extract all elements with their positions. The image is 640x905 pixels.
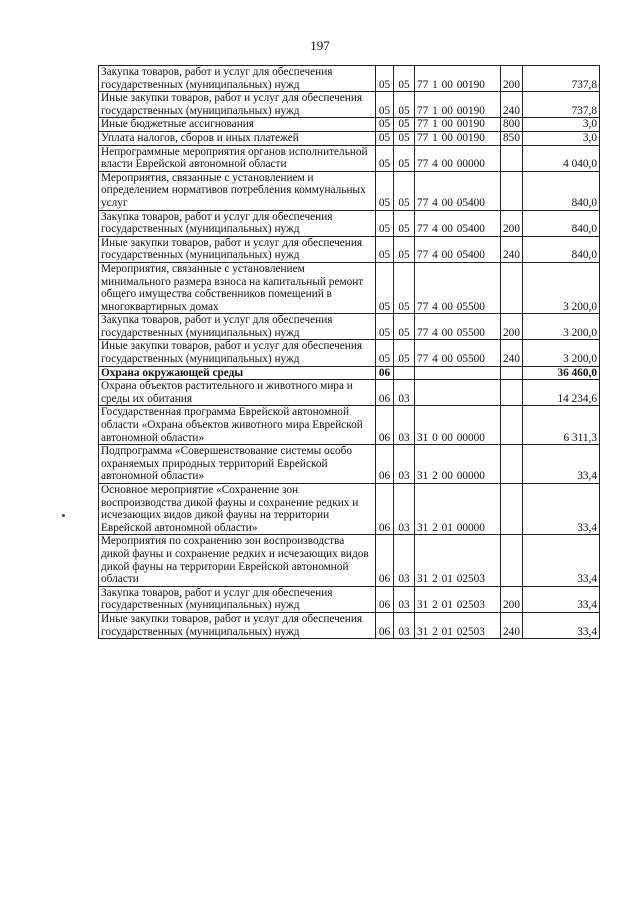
expense-type-code: 240 — [501, 612, 523, 638]
expense-type-code: 850 — [501, 131, 523, 145]
expense-type-code — [501, 262, 523, 313]
expense-type-code — [501, 535, 523, 586]
section-code: 06 — [376, 586, 394, 612]
amount: 14 234,6 — [523, 380, 600, 406]
target-article-code: 77 4 00 05400 — [415, 236, 501, 262]
section-code: 05 — [376, 210, 394, 236]
expense-type-code: 200 — [501, 586, 523, 612]
table-row — [99, 92, 600, 118]
subsection-code: 03 — [394, 612, 415, 638]
expense-type-code: 200 — [501, 66, 523, 92]
amount: 3,0 — [523, 131, 600, 145]
amount: 33,4 — [523, 586, 600, 612]
target-article-code — [415, 366, 501, 380]
target-article-code: 77 4 00 00000 — [415, 145, 501, 171]
table-row — [99, 406, 600, 445]
table-row — [99, 236, 600, 262]
amount: 33,4 — [523, 445, 600, 484]
budget-item-name: Иные закупки товаров, работ и услуг для обеспечения государственных (муниципальных) нужд — [99, 92, 376, 118]
table-row — [99, 340, 600, 366]
subsection-code: 05 — [394, 314, 415, 340]
budget-item-name: Иные закупки товаров, работ и услуг для обеспечения государственных (муниципальных) нужд — [99, 236, 376, 262]
target-article-code: 31 0 00 00000 — [415, 406, 501, 445]
table-row — [99, 366, 600, 380]
subsection-code: 05 — [394, 210, 415, 236]
subsection-code: 05 — [394, 118, 415, 132]
budget-item-name: Подпрограмма «Совершенствование системы особо охраняемых природных территорий Еврейской автономной области» — [99, 445, 376, 484]
amount: 840,0 — [523, 236, 600, 262]
subsection-code: 05 — [394, 92, 415, 118]
amount: 4 040,0 — [523, 145, 600, 171]
budget-item-name: Закупка товаров, работ и услуг для обеспечения государственных (муниципальных) нужд — [99, 66, 376, 92]
target-article-code: 77 4 00 05500 — [415, 314, 501, 340]
target-article-code: 77 4 00 05400 — [415, 210, 501, 236]
table-row — [99, 535, 600, 586]
amount: 3 200,0 — [523, 340, 600, 366]
budget-item-name: Закупка товаров, работ и услуг для обеспечения государственных (муниципальных) нужд — [99, 586, 376, 612]
subsection-code: 03 — [394, 445, 415, 484]
subsection-code — [394, 366, 415, 380]
page-number: 197 — [310, 38, 330, 53]
expense-type-code — [501, 380, 523, 406]
expense-type-code: 240 — [501, 92, 523, 118]
budget-item-name: Иные закупки товаров, работ и услуг для обеспечения государственных (муниципальных) нужд — [99, 340, 376, 366]
expense-type-code — [501, 406, 523, 445]
budget-table — [98, 65, 600, 639]
subsection-code: 05 — [394, 340, 415, 366]
section-code: 05 — [376, 131, 394, 145]
subsection-code: 05 — [394, 236, 415, 262]
budget-item-name: Закупка товаров, работ и услуг для обеспечения государственных (муниципальных) нужд — [99, 210, 376, 236]
target-article-code: 77 4 00 05500 — [415, 262, 501, 313]
amount: 36 460,0 — [523, 366, 600, 380]
subsection-code: 03 — [394, 380, 415, 406]
table-row — [99, 145, 600, 171]
budget-item-name: Мероприятия, связанные с установлением минимального размера взноса на капитальный ремонт общего имущества собственников помещений в многоквартирных домах — [99, 262, 376, 313]
budget-item-name: Государственная программа Еврейской автономной области «Охрана объектов животного мира Еврейской автономной области» — [99, 406, 376, 445]
budget-item-name: Иные бюджетные ассигнования — [99, 118, 376, 132]
target-article-code: 31 2 01 00000 — [415, 484, 501, 535]
subsection-code: 03 — [394, 484, 415, 535]
expense-type-code: 800 — [501, 118, 523, 132]
amount: 737,8 — [523, 66, 600, 92]
table-row — [99, 612, 600, 638]
target-article-code: 77 1 00 00190 — [415, 118, 501, 132]
expense-type-code: 200 — [501, 210, 523, 236]
subsection-code: 05 — [394, 131, 415, 145]
table-row — [99, 484, 600, 535]
section-code: 05 — [376, 66, 394, 92]
expense-type-code: 240 — [501, 236, 523, 262]
expense-type-code — [501, 171, 523, 210]
section-code: 06 — [376, 406, 394, 445]
table-row — [99, 262, 600, 313]
target-article-code — [415, 380, 501, 406]
target-article-code: 77 1 00 00190 — [415, 66, 501, 92]
budget-item-name: Основное мероприятие «Сохранение зон воспроизводства дикой фауны и сохранение редких и исчезающих видов дикой фауны на территории Еврейской автономной области» — [99, 484, 376, 535]
target-article-code: 31 2 01 02503 — [415, 586, 501, 612]
budget-item-name: Охрана окружающей среды — [99, 366, 376, 380]
target-article-code: 31 2 01 02503 — [415, 535, 501, 586]
table-row — [99, 314, 600, 340]
target-article-code: 77 4 00 05400 — [415, 171, 501, 210]
amount: 33,4 — [523, 484, 600, 535]
amount: 33,4 — [523, 612, 600, 638]
subsection-code: 05 — [394, 145, 415, 171]
subsection-code: 05 — [394, 171, 415, 210]
subsection-code: 03 — [394, 586, 415, 612]
section-code: 06 — [376, 445, 394, 484]
table-row — [99, 66, 600, 92]
table-row — [99, 210, 600, 236]
table-row — [99, 118, 600, 132]
budget-item-name: Уплата налогов, сборов и иных платежей — [99, 131, 376, 145]
expense-type-code — [501, 445, 523, 484]
expense-type-code — [501, 484, 523, 535]
section-code: 06 — [376, 366, 394, 380]
subsection-code: 05 — [394, 262, 415, 313]
budget-item-name: Непрограммные мероприятия органов исполнительной власти Еврейской автономной области — [99, 145, 376, 171]
section-code: 05 — [376, 171, 394, 210]
expense-type-code — [501, 145, 523, 171]
budget-item-name: Закупка товаров, работ и услуг для обеспечения государственных (муниципальных) нужд — [99, 314, 376, 340]
budget-table-body — [99, 66, 600, 639]
section-code: 05 — [376, 236, 394, 262]
target-article-code: 77 1 00 00190 — [415, 92, 501, 118]
section-code: 06 — [376, 484, 394, 535]
section-code: 06 — [376, 380, 394, 406]
target-article-code: 77 1 00 00190 — [415, 131, 501, 145]
target-article-code: 31 2 00 00000 — [415, 445, 501, 484]
amount: 33,4 — [523, 535, 600, 586]
amount: 3,0 — [523, 118, 600, 132]
target-article-code: 77 4 00 05500 — [415, 340, 501, 366]
amount: 840,0 — [523, 171, 600, 210]
expense-type-code: 200 — [501, 314, 523, 340]
subsection-code: 03 — [394, 406, 415, 445]
section-code: 05 — [376, 145, 394, 171]
table-row — [99, 380, 600, 406]
budget-item-name: Иные закупки товаров, работ и услуг для обеспечения государственных (муниципальных) нужд — [99, 612, 376, 638]
budget-item-name: Мероприятия, связанные с установлением и определением нормативов потребления коммунальных услуг — [99, 171, 376, 210]
section-code: 06 — [376, 612, 394, 638]
expense-type-code — [501, 366, 523, 380]
section-code: 05 — [376, 314, 394, 340]
table-row — [99, 131, 600, 145]
section-code: 05 — [376, 340, 394, 366]
subsection-code: 05 — [394, 66, 415, 92]
subsection-code: 03 — [394, 535, 415, 586]
section-code: 06 — [376, 535, 394, 586]
section-code: 05 — [376, 262, 394, 313]
expense-type-code: 240 — [501, 340, 523, 366]
table-row — [99, 445, 600, 484]
budget-item-name: Мероприятия по сохранению зон воспроизводства дикой фауны и сохранение редких и исчезающих видов дикой фауны на территории Еврейской автономной области — [99, 535, 376, 586]
target-article-code: 31 2 01 02503 — [415, 612, 501, 638]
amount: 6 311,3 — [523, 406, 600, 445]
amount: 737,8 — [523, 92, 600, 118]
budget-item-name: Охрана объектов растительного и животного мира и среды их обитания — [99, 380, 376, 406]
section-code: 05 — [376, 118, 394, 132]
amount: 3 200,0 — [523, 314, 600, 340]
amount: 3 200,0 — [523, 262, 600, 313]
table-row — [99, 171, 600, 210]
table-row — [99, 586, 600, 612]
section-code: 05 — [376, 92, 394, 118]
amount: 840,0 — [523, 210, 600, 236]
scan-speck — [62, 514, 65, 517]
